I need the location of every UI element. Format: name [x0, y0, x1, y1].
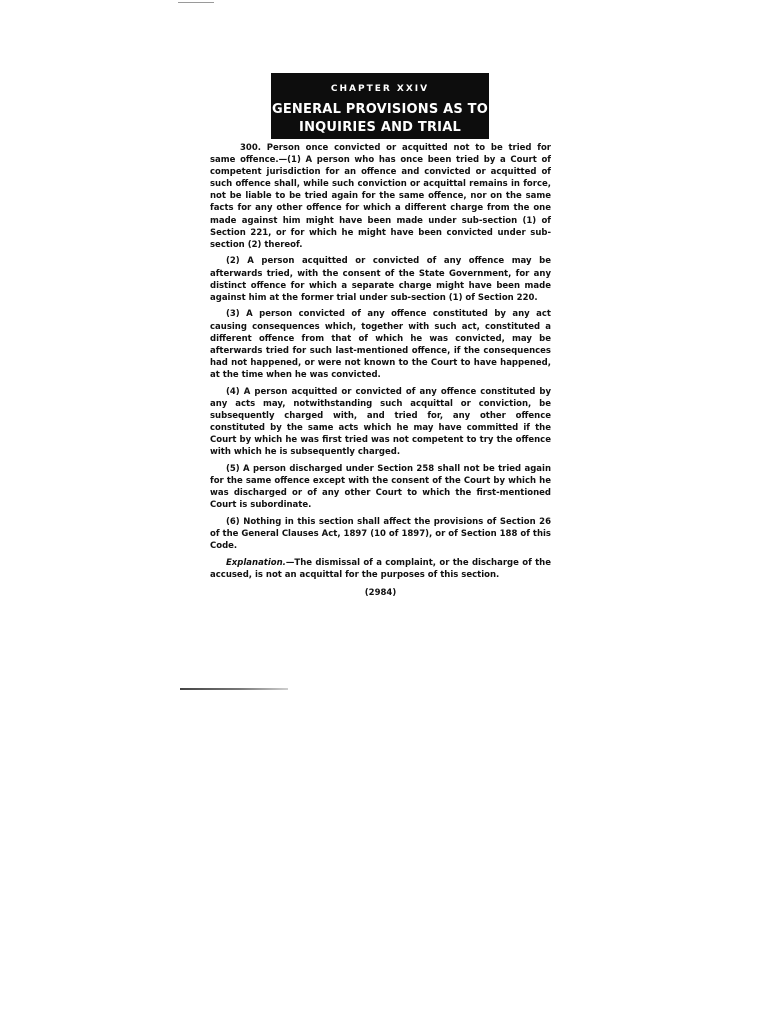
- section-heading: 300. Person once convicted or acquitted not to be tried for same offence.: [210, 143, 551, 166]
- section-paragraph-3: (3) A person convicted of any offence constituted by any act causing consequences which, together with such act, constituted a different offence from that of which he was convicted, may be afterwards tried for such last-mentioned offence, if the consequences had not happened, or were not known to the Court to have happened, at the time when he was convicted.: [210, 309, 551, 380]
- chapter-label: CHAPTER XXIV: [330, 84, 430, 94]
- section-paragraph-1-text: —(1) A person who has once been tried by a Court of competent jurisdiction for an offence and convicted or acquitted of such offence shall, while such conviction or acquittal remains in force, not be liable to be tried again for the same offence, nor on the same facts for any other offence for which a different charge from the one made against him might have been made under sub-section (1) of Section 221, or for which he might have been convicted under sub-section (2) thereof.: [210, 155, 552, 250]
- section-paragraph-6: (6) Nothing in this section shall affect the provisions of Section 26 of the General Clauses Act, 1897 (10 of 1897), or of Section 188 of this Code.: [210, 516, 551, 551]
- section-paragraph-2: (2) A person acquitted or convicted of any offence may be afterwards tried, with the consent of the State Government, for any distinct offence for which a separate charge might have been made against him at the former trial under sub-section (1) of Section 220.: [210, 256, 551, 303]
- section-paragraph-4: (4) A person acquitted or convicted of any offence constituted by any acts may, notwithstanding such acquittal or conviction, be subsequently charged with, and tried for, any other offence constituted by the same acts which he may have committed if the Court by which he was first tried was not competent to try the offence with which he is subsequently charged.: [210, 386, 551, 458]
- scan-artifact-line: [180, 688, 288, 690]
- scan-artifact-line: [178, 2, 214, 3]
- explanation-label: Explanation.: [226, 557, 286, 568]
- explanation-text: —The dismissal of a complaint, or the discharge of the accused, is not an acquittal for the purposes of this section.: [210, 557, 551, 580]
- chapter-title-line-1: GENERAL PROVISIONS AS TO: [271, 102, 489, 117]
- chapter-title: [271, 101, 489, 137]
- chapter-title-line-2: INQUIRIES AND TRIAL: [299, 120, 461, 135]
- chapter-header-box: [271, 73, 489, 139]
- section-paragraph-5: (5) A person discharged under Section 258 shall not be tried again for the same offence except with the consent of the Court by which he was discharged or of any other Court to which the first-mentioned Court is subordinate.: [210, 463, 551, 510]
- section-paragraph-1: [210, 142, 551, 251]
- section-body: [210, 142, 551, 599]
- page-number: (2984): [364, 587, 397, 598]
- explanation-paragraph: [210, 557, 551, 581]
